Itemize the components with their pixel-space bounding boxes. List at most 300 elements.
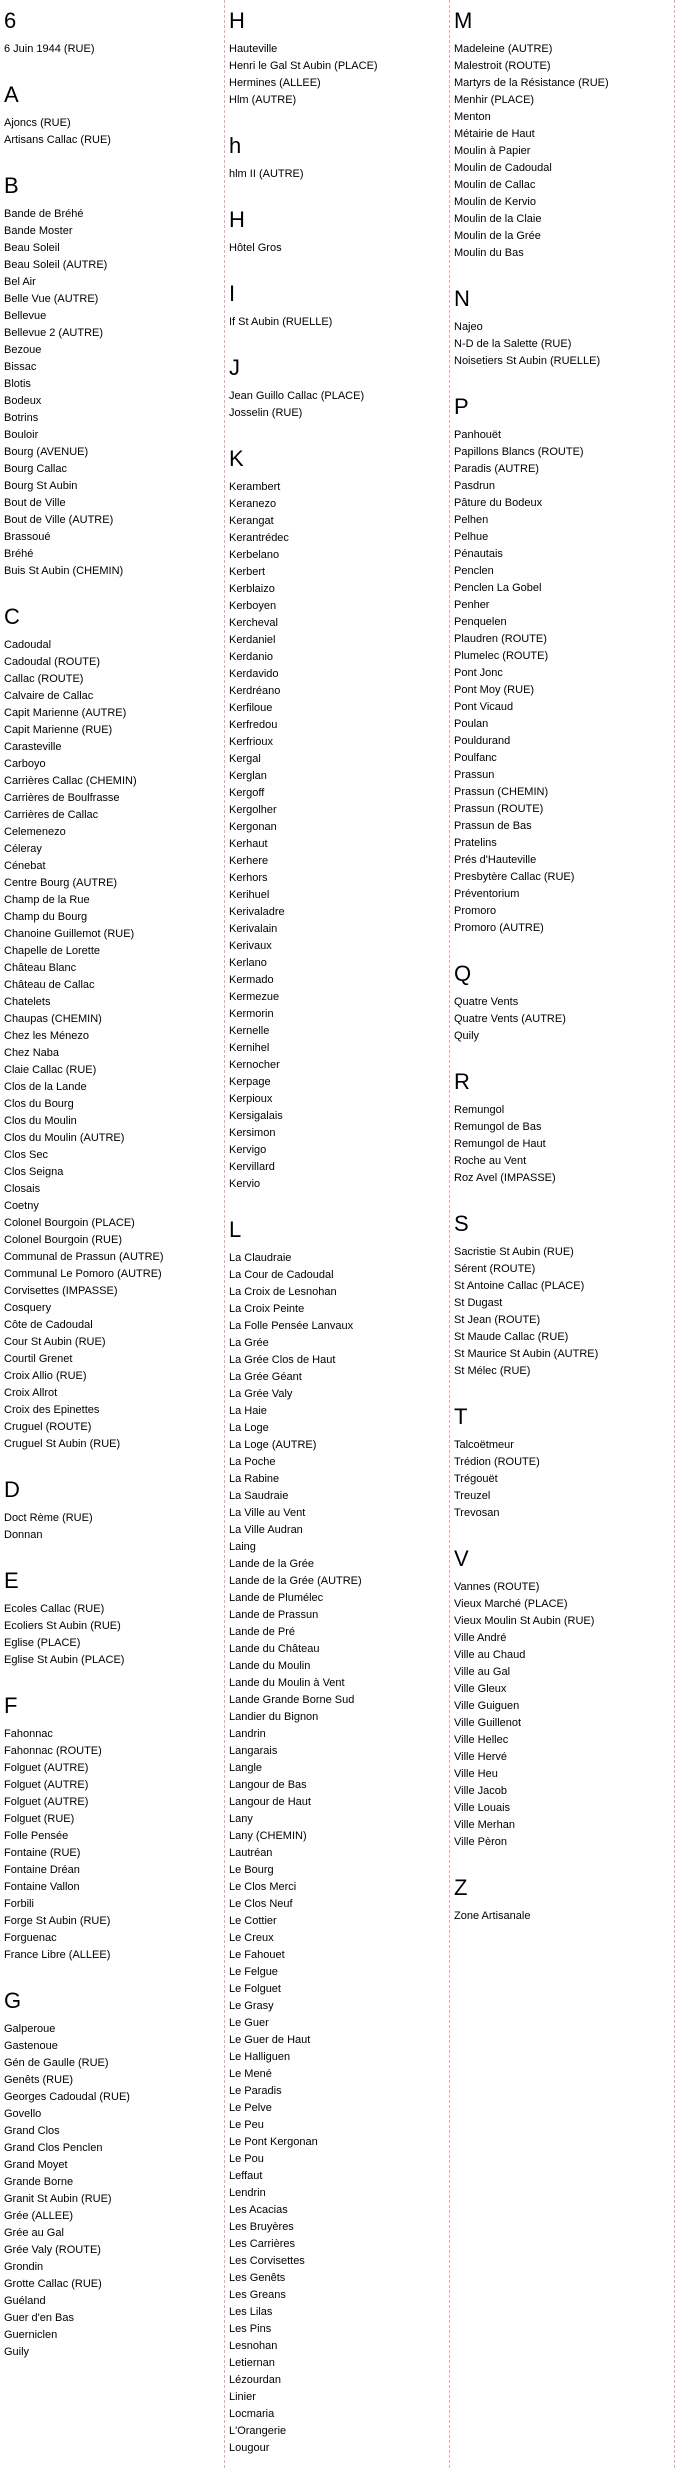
street-list-item: Le Pou bbox=[229, 2153, 264, 2165]
street-list-item: Ville au Chaud bbox=[454, 1649, 526, 1661]
street-list-item: La Poche bbox=[229, 1456, 276, 1468]
street-list-item: Lande de Pré bbox=[229, 1626, 296, 1638]
street-list-item: Galperoue bbox=[4, 2023, 56, 2035]
street-list-item: Pouldurand bbox=[454, 735, 511, 747]
street-list-item: La Claudraie bbox=[229, 1252, 292, 1264]
street-list-item: Clos Sec bbox=[4, 1149, 49, 1161]
street-list-item: Gastenoue bbox=[4, 2040, 58, 2052]
street-list-item: Clos de la Lande bbox=[4, 1081, 87, 1093]
street-list-item: Buis St Aubin (CHEMIN) bbox=[4, 565, 124, 577]
street-list-item: Malestroit (ROUTE) bbox=[454, 60, 551, 72]
letter-header-Z: Z bbox=[454, 1875, 468, 1900]
street-list-item: Bodeux bbox=[4, 395, 42, 407]
street-list-item: Kermado bbox=[229, 974, 274, 986]
street-list-item: Kervio bbox=[229, 1178, 261, 1190]
street-list-item: Ville Guiguen bbox=[454, 1700, 520, 1712]
street-list-item: Kersimon bbox=[229, 1127, 276, 1139]
street-list-item: Fahonnac (ROUTE) bbox=[4, 1745, 102, 1757]
street-list-item: Capit Marienne (RUE) bbox=[4, 724, 113, 736]
street-list-item: Kerbelano bbox=[229, 549, 280, 561]
street-list-item: Lande du Moulin bbox=[229, 1660, 311, 1672]
street-list-item: Guerniclen bbox=[4, 2329, 58, 2341]
street-list-item: Papillons Blancs (ROUTE) bbox=[454, 446, 584, 458]
street-list-item: La Ville au Vent bbox=[229, 1507, 306, 1519]
street-list-item: Le Halliguen bbox=[229, 2051, 291, 2063]
street-list-item: Bande Moster bbox=[4, 225, 73, 237]
street-list-item: Hôtel Gros bbox=[229, 242, 282, 254]
street-list-item: Forguenac bbox=[4, 1932, 57, 1944]
street-list-item: Donnan bbox=[4, 1529, 43, 1541]
street-list-item: Kermezue bbox=[229, 991, 280, 1003]
street-list-item: Chez les Ménezo bbox=[4, 1030, 89, 1042]
street-list-item: Les Genêts bbox=[229, 2272, 286, 2284]
letter-header-S: S bbox=[454, 1211, 470, 1236]
street-list-item: Folguet (RUE) bbox=[4, 1813, 75, 1825]
street-list-item: Lougour bbox=[229, 2442, 270, 2454]
street-list-item: Henri le Gal St Aubin (PLACE) bbox=[229, 60, 378, 72]
street-list-item: Grand Moyet bbox=[4, 2159, 68, 2171]
street-list-item: Lautréan bbox=[229, 1847, 273, 1859]
street-list-item: La Grée Géant bbox=[229, 1371, 302, 1383]
street-list-item: Claie Callac (RUE) bbox=[4, 1064, 97, 1076]
street-list-item: Roche au Vent bbox=[454, 1155, 527, 1167]
street-list-item: Kerambert bbox=[229, 481, 281, 493]
letter-header-P: P bbox=[454, 394, 470, 419]
street-list-item: Chanoine Guillemot (RUE) bbox=[4, 928, 135, 940]
street-list-item: Langour de Bas bbox=[229, 1779, 307, 1791]
street-list-item: Lendrin bbox=[229, 2187, 266, 2199]
street-list-item: Bel Air bbox=[4, 276, 36, 288]
street-list-item: Closais bbox=[4, 1183, 41, 1195]
index-column-2 bbox=[225, 0, 450, 2468]
street-list-item: Le Creux bbox=[229, 1932, 274, 1944]
street-list-item: Kernocher bbox=[229, 1059, 280, 1071]
street-list-item: Moulin de Kervio bbox=[454, 196, 536, 208]
street-list-item: Pont Jonc bbox=[454, 667, 503, 679]
letter-header-h: h bbox=[229, 133, 242, 158]
letter-header-F: F bbox=[4, 1693, 18, 1718]
street-list-item: Keranezo bbox=[229, 498, 277, 510]
street-list-item: Communal Le Pomoro (AUTRE) bbox=[4, 1268, 162, 1280]
street-list-item: Quatre Vents (AUTRE) bbox=[454, 1013, 566, 1025]
street-list-item: Forge St Aubin (RUE) bbox=[4, 1915, 111, 1927]
street-list-item: Kerdavido bbox=[229, 668, 279, 680]
street-list-item: Poulan bbox=[454, 718, 489, 730]
street-list-item: Les Lilas bbox=[229, 2306, 273, 2318]
street-list-item: Guily bbox=[4, 2346, 30, 2358]
street-list-item: Folguet (AUTRE) bbox=[4, 1762, 89, 1774]
street-list-item: Prés d'Hauteville bbox=[454, 854, 537, 866]
street-list-item: Kerboyen bbox=[229, 600, 277, 612]
street-list-item: Ville Hervé bbox=[454, 1751, 507, 1763]
letter-header-R: R bbox=[454, 1069, 471, 1094]
street-list-item: Govello bbox=[4, 2108, 42, 2120]
street-list-item: Quily bbox=[454, 1030, 480, 1042]
street-list-item: Céleray bbox=[4, 843, 42, 855]
street-list-item: Le Guer de Haut bbox=[229, 2034, 311, 2046]
street-list-item: Lande Grande Borne Sud bbox=[229, 1694, 355, 1706]
street-list-item: Colonel Bourgoin (PLACE) bbox=[4, 1217, 135, 1229]
street-list-item: Moulin de Cadoudal bbox=[454, 162, 552, 174]
street-list-item: Cénebat bbox=[4, 860, 46, 872]
street-list-item: Ajoncs (RUE) bbox=[4, 117, 71, 129]
street-list-item: Vieux Moulin St Aubin (RUE) bbox=[454, 1615, 595, 1627]
street-list-item: Le Paradis bbox=[229, 2085, 282, 2097]
street-list-item: La Ville Audran bbox=[229, 1524, 303, 1536]
street-list-item: Vieux Marché (PLACE) bbox=[454, 1598, 568, 1610]
street-list-item: Grée au Gal bbox=[4, 2227, 64, 2239]
street-list-item: Communal de Prassun (AUTRE) bbox=[4, 1251, 164, 1263]
street-list-item: Vannes (ROUTE) bbox=[454, 1581, 540, 1593]
street-list-item: Les Bruyères bbox=[229, 2221, 294, 2233]
street-list-item: Folguet (AUTRE) bbox=[4, 1779, 89, 1791]
letter-header-N: N bbox=[454, 286, 471, 311]
street-list-item: Penclen bbox=[454, 565, 494, 577]
street-list-item: Chapelle de Lorette bbox=[4, 945, 101, 957]
letter-header-6: 6 bbox=[4, 8, 17, 33]
street-list-item: Château de Callac bbox=[4, 979, 95, 991]
street-list-item: Ville Guillenot bbox=[454, 1717, 522, 1729]
street-list-item: Bellevue bbox=[4, 310, 47, 322]
street-list-item: Laing bbox=[229, 1541, 256, 1553]
street-list-item: La Grée bbox=[229, 1337, 269, 1349]
street-list-item: Botrins bbox=[4, 412, 39, 424]
street-list-item: Kernihel bbox=[229, 1042, 270, 1054]
street-list-item: Grée (ALLEE) bbox=[4, 2210, 74, 2222]
street-list-item: La Croix de Lesnohan bbox=[229, 1286, 337, 1298]
street-list-item: Lande de Plumélec bbox=[229, 1592, 324, 1604]
street-list-item: Kervigo bbox=[229, 1144, 267, 1156]
street-list-item: Landrin bbox=[229, 1728, 266, 1740]
street-list-item: Croix Allrot bbox=[4, 1387, 58, 1399]
street-list-item: Cruguel St Aubin (RUE) bbox=[4, 1438, 121, 1450]
street-list-item: Clos Seigna bbox=[4, 1166, 64, 1178]
street-list-item: Kerdaniel bbox=[229, 634, 276, 646]
letter-header-B: B bbox=[4, 173, 20, 198]
street-list-item: Remungol de Haut bbox=[454, 1138, 546, 1150]
street-list-item: Doct Rème (RUE) bbox=[4, 1512, 93, 1524]
street-list-item: Cour St Aubin (RUE) bbox=[4, 1336, 106, 1348]
street-list-item: Remungol de Bas bbox=[454, 1121, 542, 1133]
street-list-item: La Cour de Cadoudal bbox=[229, 1269, 334, 1281]
letter-header-L: L bbox=[229, 1217, 242, 1242]
street-list-item: Kerivaux bbox=[229, 940, 272, 952]
street-list-item: Bande de Bréhé bbox=[4, 208, 84, 220]
street-list-item: Lézourdan bbox=[229, 2374, 281, 2386]
street-list-item: Cruguel (ROUTE) bbox=[4, 1421, 92, 1433]
letter-header-D: D bbox=[4, 1477, 21, 1502]
street-list-item: Forbili bbox=[4, 1898, 34, 1910]
street-list-item: Kerdréano bbox=[229, 685, 281, 697]
street-list-item: Croix des Epinettes bbox=[4, 1404, 100, 1416]
street-list-item: Penclen La Gobel bbox=[454, 582, 542, 594]
street-list-item: Carasteville bbox=[4, 741, 62, 753]
street-list-item: La Grée Valy bbox=[229, 1388, 293, 1400]
street-list-item: Pâture du Bodeux bbox=[454, 497, 543, 509]
street-list-item: Champ de la Rue bbox=[4, 894, 90, 906]
letter-header-M: M bbox=[454, 8, 473, 33]
street-list-item: Quatre Vents bbox=[454, 996, 519, 1008]
street-list-item: Najeo bbox=[454, 321, 483, 333]
letter-header-A: A bbox=[4, 82, 20, 107]
street-list-item: Menhir (PLACE) bbox=[454, 94, 535, 106]
street-list-item: Clos du Moulin (AUTRE) bbox=[4, 1132, 125, 1144]
street-list-item: Lande du Château bbox=[229, 1643, 320, 1655]
street-list-item: Pénautais bbox=[454, 548, 503, 560]
street-list-item: Hauteville bbox=[229, 43, 278, 55]
street-list-item: Kergolher bbox=[229, 804, 277, 816]
street-list-item: Kermorin bbox=[229, 1008, 274, 1020]
street-list-item: Fontaine (RUE) bbox=[4, 1847, 81, 1859]
street-list-item: Pratelins bbox=[454, 837, 497, 849]
street-list-item: Le Guer bbox=[229, 2017, 269, 2029]
index-column-3 bbox=[450, 0, 675, 2468]
street-list-item: Moulin de Callac bbox=[454, 179, 536, 191]
letter-header-T: T bbox=[454, 1404, 468, 1429]
street-list-item: Ville Louais bbox=[454, 1802, 511, 1814]
street-list-item: Kerfrioux bbox=[229, 736, 274, 748]
letter-header-I: I bbox=[229, 281, 236, 306]
street-list-item: Martyrs de la Résistance (RUE) bbox=[454, 77, 609, 89]
street-list-item: La Croix Peinte bbox=[229, 1303, 305, 1315]
street-list-item: Moulin de la Grée bbox=[454, 230, 541, 242]
street-list-item: Les Acacias bbox=[229, 2204, 288, 2216]
street-list-item: Ville Jacob bbox=[454, 1785, 507, 1797]
street-list-item: Locmaria bbox=[229, 2408, 275, 2420]
street-list-item: Cadoudal (ROUTE) bbox=[4, 656, 100, 668]
street-list-item: Grondin bbox=[4, 2261, 44, 2273]
street-list-item: La Loge (AUTRE) bbox=[229, 1439, 317, 1451]
street-list-item: Carrières Callac (CHEMIN) bbox=[4, 775, 137, 787]
street-list-item: Clos du Moulin bbox=[4, 1115, 77, 1127]
letter-header-H: H bbox=[229, 207, 246, 232]
street-list-item: Bouloir bbox=[4, 429, 39, 441]
letter-header-H: H bbox=[229, 8, 246, 33]
index-column-1 bbox=[0, 0, 225, 2468]
letter-header-K: K bbox=[229, 446, 245, 471]
street-list-item: Eglise (PLACE) bbox=[4, 1637, 81, 1649]
street-list-item: Folle Pensée bbox=[4, 1830, 69, 1842]
street-list-item: Bout de Ville (AUTRE) bbox=[4, 514, 114, 526]
street-list-item: Ville Merhan bbox=[454, 1819, 515, 1831]
street-list-item: Le Clos Neuf bbox=[229, 1898, 293, 1910]
street-list-item: Colonel Bourgoin (RUE) bbox=[4, 1234, 122, 1246]
street-list-item: Hlm (AUTRE) bbox=[229, 94, 297, 106]
street-list-item: Pont Vicaud bbox=[454, 701, 514, 713]
street-list-item: Bissac bbox=[4, 361, 37, 373]
street-list-item: Cosquery bbox=[4, 1302, 52, 1314]
street-list-item: Côte de Cadoudal bbox=[4, 1319, 93, 1331]
street-list-item: Grée Valy (ROUTE) bbox=[4, 2244, 101, 2256]
street-list-item: Sérent (ROUTE) bbox=[454, 1263, 536, 1275]
street-list-item: Kerblaizo bbox=[229, 583, 275, 595]
street-list-item: Lesnohan bbox=[229, 2340, 278, 2352]
street-list-item: Moulin du Bas bbox=[454, 247, 524, 259]
street-list-item: Carboyo bbox=[4, 758, 46, 770]
street-list-item: Ville au Gal bbox=[454, 1666, 511, 1678]
street-list-item: Les Greans bbox=[229, 2289, 286, 2301]
street-list-item: Granit St Aubin (RUE) bbox=[4, 2193, 112, 2205]
street-list-item: Calvaire de Callac bbox=[4, 690, 94, 702]
street-list-item: Prassun (ROUTE) bbox=[454, 803, 544, 815]
street-list-item: Château Blanc bbox=[4, 962, 77, 974]
street-list-item: Kerpage bbox=[229, 1076, 271, 1088]
street-list-item: Kergoff bbox=[229, 787, 265, 799]
street-list-item: Promoro bbox=[454, 905, 497, 917]
street-list-item: Kerbert bbox=[229, 566, 266, 578]
street-list-item: La Haie bbox=[229, 1405, 267, 1417]
street-list-item: hlm II (AUTRE) bbox=[229, 168, 304, 180]
street-list-item: Le Pont Kergonan bbox=[229, 2136, 318, 2148]
street-list-item: Ville Hellec bbox=[454, 1734, 509, 1746]
street-list-item: Genêts (RUE) bbox=[4, 2074, 74, 2086]
street-list-item: Moulin à Papier bbox=[454, 145, 531, 157]
street-list-item: Kerdanio bbox=[229, 651, 274, 663]
letter-header-C: C bbox=[4, 604, 21, 629]
street-list-item: Blotis bbox=[4, 378, 31, 390]
street-list-item: Kerihuel bbox=[229, 889, 270, 901]
street-list-item: Lany (CHEMIN) bbox=[229, 1830, 307, 1842]
street-list-item: If St Aubin (RUELLE) bbox=[229, 316, 333, 328]
street-list-item: Champ du Bourg bbox=[4, 911, 88, 923]
street-list-item: Poulfanc bbox=[454, 752, 497, 764]
street-list-item: Courtil Grenet bbox=[4, 1353, 73, 1365]
street-list-item: Beau Soleil (AUTRE) bbox=[4, 259, 108, 271]
street-list-item: Kerlano bbox=[229, 957, 267, 969]
street-list-item: Prassun bbox=[454, 769, 495, 781]
street-list-item: Madeleine (AUTRE) bbox=[454, 43, 553, 55]
letter-header-G: G bbox=[4, 1988, 22, 2013]
street-list-item: Clos du Bourg bbox=[4, 1098, 74, 1110]
street-list-item: Les Pins bbox=[229, 2323, 272, 2335]
street-list-item: Artisans Callac (RUE) bbox=[4, 134, 111, 146]
street-list-item: Kervillard bbox=[229, 1161, 275, 1173]
street-list-item: Le Grasy bbox=[229, 2000, 274, 2012]
street-list-item: Le Fahouet bbox=[229, 1949, 285, 1961]
street-list-item: St Dugast bbox=[454, 1297, 503, 1309]
street-list-item: Kerhaut bbox=[229, 838, 268, 850]
street-list-item: Bourg St Aubin bbox=[4, 480, 78, 492]
street-list-item: Belle Vue (AUTRE) bbox=[4, 293, 99, 305]
street-list-item: Eglise St Aubin (PLACE) bbox=[4, 1654, 125, 1666]
street-list-item: Kergonan bbox=[229, 821, 277, 833]
street-list-item: Trevosan bbox=[454, 1507, 500, 1519]
street-list-item: Kernelle bbox=[229, 1025, 270, 1037]
street-list-item: Paradis (AUTRE) bbox=[454, 463, 539, 475]
letter-header-V: V bbox=[454, 1546, 470, 1571]
street-list-item: Kerpioux bbox=[229, 1093, 273, 1105]
street-list-item: Ville Heu bbox=[454, 1768, 498, 1780]
street-list-item: Bezoue bbox=[4, 344, 42, 356]
street-list-item: Trégouët bbox=[454, 1473, 498, 1485]
street-list-item: Fahonnac bbox=[4, 1728, 53, 1740]
street-list-item: Lany bbox=[229, 1813, 253, 1825]
letter-header-J: J bbox=[229, 355, 241, 380]
street-list-item: Guéland bbox=[4, 2295, 46, 2307]
street-list-item: Le Pelve bbox=[229, 2102, 272, 2114]
street-list-item: Callac (ROUTE) bbox=[4, 673, 84, 685]
street-list-item: Ecoliers St Aubin (RUE) bbox=[4, 1620, 121, 1632]
street-list-item: La Saudraie bbox=[229, 1490, 289, 1502]
street-list-item: Ville André bbox=[454, 1632, 507, 1644]
street-list-item: Kerivalain bbox=[229, 923, 278, 935]
street-list-item: Moulin de la Claie bbox=[454, 213, 542, 225]
street-list-item: Plaudren (ROUTE) bbox=[454, 633, 547, 645]
street-list-item: Le Mené bbox=[229, 2068, 272, 2080]
street-list-item: Lande de la Grée bbox=[229, 1558, 315, 1570]
street-list-item: Talcoëtmeur bbox=[454, 1439, 514, 1451]
street-list-item: St Maude Callac (RUE) bbox=[454, 1331, 569, 1343]
street-list-item: Penher bbox=[454, 599, 490, 611]
street-list-item: Menton bbox=[454, 111, 491, 123]
street-list-item: Landier du Bignon bbox=[229, 1711, 319, 1723]
street-list-item: Lande de la Grée (AUTRE) bbox=[229, 1575, 362, 1587]
street-list-item: Kerantrédec bbox=[229, 532, 289, 544]
street-list-item: Guer d'en Bas bbox=[4, 2312, 74, 2324]
street-list-item: La Rabine bbox=[229, 1473, 280, 1485]
street-list-item: Lande de Prassun bbox=[229, 1609, 319, 1621]
street-list-item: Corvisettes (IMPASSE) bbox=[4, 1285, 118, 1297]
street-list-item: Treuzel bbox=[454, 1490, 491, 1502]
street-list-item: Hermines (ALLEE) bbox=[229, 77, 321, 89]
street-list-item: Croix Allio (RUE) bbox=[4, 1370, 87, 1382]
street-list-item: Sacristie St Aubin (RUE) bbox=[454, 1246, 574, 1258]
street-list-item: Le Clos Merci bbox=[229, 1881, 297, 1893]
street-list-item: Pasdrun bbox=[454, 480, 495, 492]
street-list-item: Carrières de Boulfrasse bbox=[4, 792, 120, 804]
street-list-item: Les Carrières bbox=[229, 2238, 296, 2250]
street-list-item: St Antoine Callac (PLACE) bbox=[454, 1280, 585, 1292]
street-list-item: L'Orangerie bbox=[229, 2425, 287, 2437]
street-list-item: St Jean (ROUTE) bbox=[454, 1314, 541, 1326]
street-list-item: 6 Juin 1944 (RUE) bbox=[4, 43, 95, 55]
street-list-item: Kerglan bbox=[229, 770, 267, 782]
street-list-item: Bréhé bbox=[4, 548, 34, 560]
street-list-item: Prassun (CHEMIN) bbox=[454, 786, 549, 798]
street-list-item: Bout de Ville bbox=[4, 497, 66, 509]
street-list-item: Bellevue 2 (AUTRE) bbox=[4, 327, 104, 339]
street-list-item: Métairie de Haut bbox=[454, 128, 535, 140]
street-list-item: Zone Artisanale bbox=[454, 1910, 531, 1922]
street-list-item: Le Peu bbox=[229, 2119, 264, 2131]
street-list-item: Presbytère Callac (RUE) bbox=[454, 871, 575, 883]
street-list-item: Langarais bbox=[229, 1745, 278, 1757]
street-list-item: Noisetiers St Aubin (RUELLE) bbox=[454, 355, 601, 367]
street-list-item: St Mélec (RUE) bbox=[454, 1365, 531, 1377]
street-list-item: Kerhere bbox=[229, 855, 269, 867]
street-list-item: Leffaut bbox=[229, 2170, 263, 2182]
street-list-item: Grande Borne bbox=[4, 2176, 74, 2188]
street-list-item: Remungol bbox=[454, 1104, 505, 1116]
street-list-item: Linier bbox=[229, 2391, 256, 2403]
street-list-item: La Folle Pensée Lanvaux bbox=[229, 1320, 354, 1332]
street-list-item: St Maurice St Aubin (AUTRE) bbox=[454, 1348, 599, 1360]
street-list-item: Brassoué bbox=[4, 531, 51, 543]
street-list-item: Letiernan bbox=[229, 2357, 275, 2369]
street-list-item: Penquelen bbox=[454, 616, 507, 628]
street-list-item: Plumelec (ROUTE) bbox=[454, 650, 549, 662]
street-list-item: Pelhue bbox=[454, 531, 489, 543]
street-list-item: N-D de la Salette (RUE) bbox=[454, 338, 572, 350]
street-list-item: Kergal bbox=[229, 753, 261, 765]
street-list-item: Kercheval bbox=[229, 617, 278, 629]
street-list-item: Bourg (AVENUE) bbox=[4, 446, 89, 458]
street-list-item: Préventorium bbox=[454, 888, 520, 900]
street-list-item: Grotte Callac (RUE) bbox=[4, 2278, 102, 2290]
street-list-item: Trédion (ROUTE) bbox=[454, 1456, 540, 1468]
street-list-item: La Grée Clos de Haut bbox=[229, 1354, 336, 1366]
street-list-item: Kersigalais bbox=[229, 1110, 283, 1122]
